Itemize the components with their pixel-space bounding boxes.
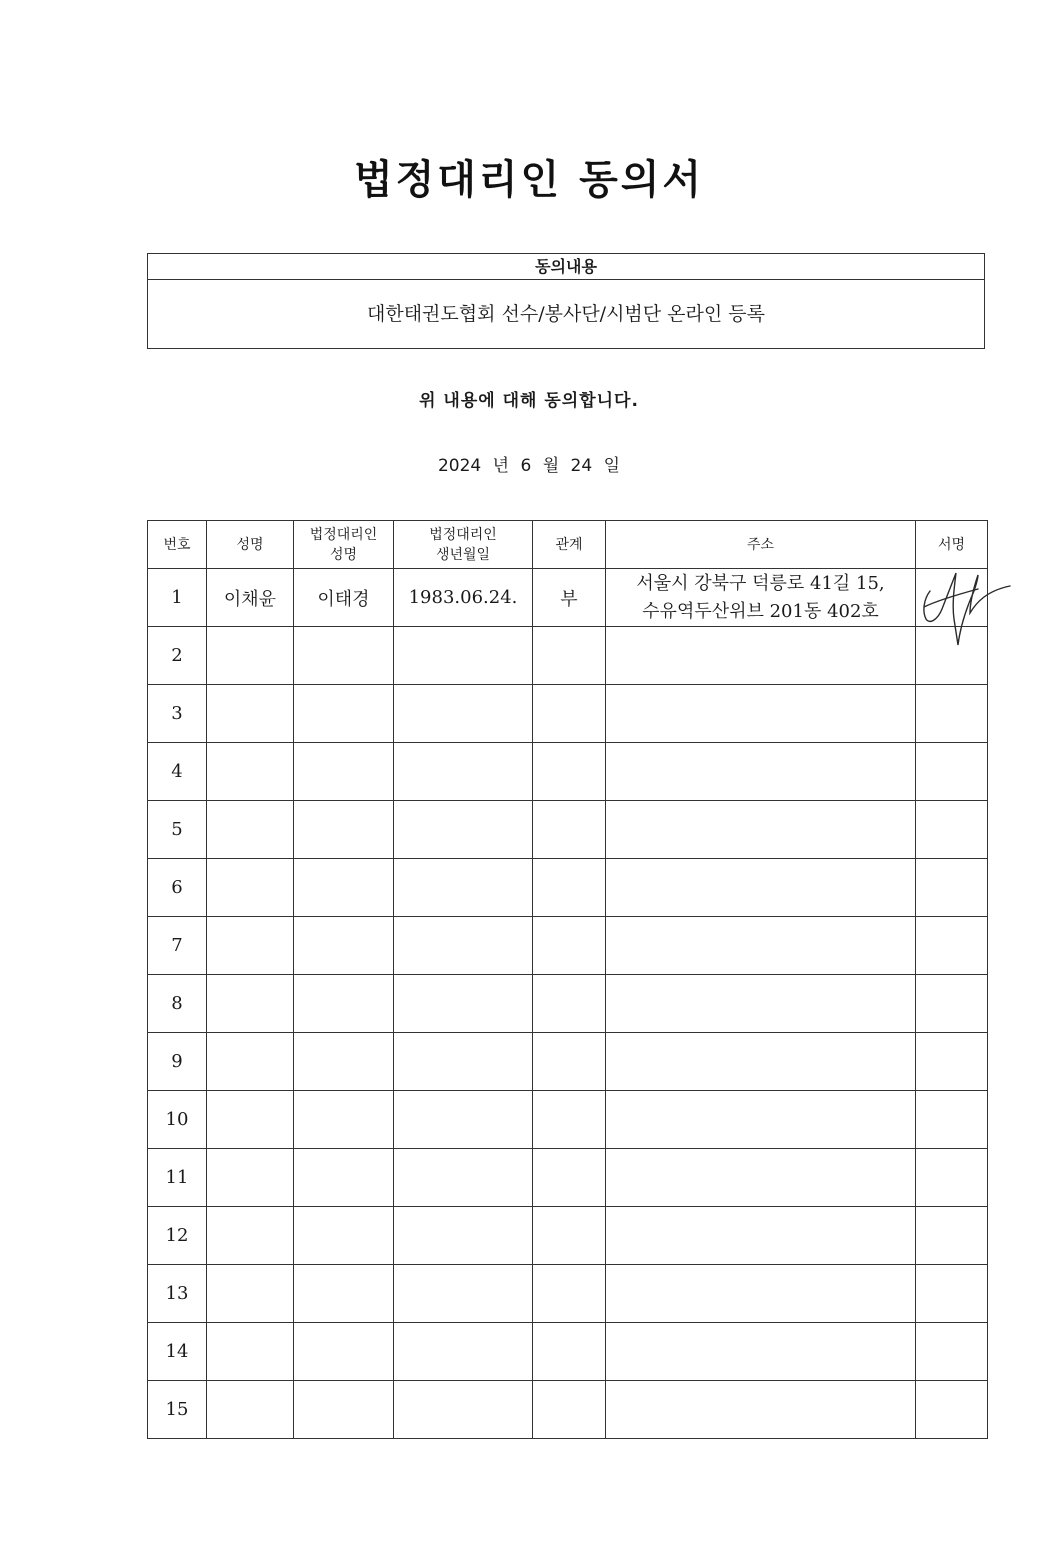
cell-signature: [916, 1091, 988, 1149]
consent-box: [147, 253, 985, 349]
page-title: 법정대리인 동의서: [353, 157, 705, 203]
cell-guardian-name: [294, 1323, 394, 1381]
cell-signature: [916, 801, 988, 859]
cell-no: 8: [148, 975, 207, 1033]
cell-address-line1: 서울시 강북구 덕릉로 41길 15,: [636, 572, 885, 594]
cell-relation: [533, 685, 606, 743]
guardian-table: [147, 520, 988, 1439]
cell-no: 4: [148, 743, 207, 801]
cell-name: [207, 743, 294, 801]
table-row: [148, 1149, 988, 1207]
cell-relation: [533, 917, 606, 975]
cell-relation: [533, 1033, 606, 1091]
cell-guardian-name: [294, 1033, 394, 1091]
cell-name: [207, 1091, 294, 1149]
header-guardian-birth-line1: 법정대리인: [429, 526, 497, 543]
cell-relation: [533, 1091, 606, 1149]
cell-guardian-name: [294, 685, 394, 743]
cell-name: [207, 1033, 294, 1091]
cell-guardian-birth: [394, 975, 533, 1033]
cell-name: [207, 627, 294, 685]
cell-signature: [916, 1207, 988, 1265]
cell-no: 5: [148, 801, 207, 859]
cell-guardian-birth: 1983.06.24.: [394, 569, 533, 627]
consent-body: 대한태권도협회 선수/봉사단/시범단 온라인 등록: [366, 303, 765, 325]
cell-no: 1: [148, 569, 207, 627]
consent-header: 동의내용: [148, 254, 984, 280]
cell-signature: [916, 859, 988, 917]
table-row: [148, 801, 988, 859]
cell-name: [207, 1265, 294, 1323]
cell-no: 15: [148, 1381, 207, 1439]
table-row: [148, 917, 988, 975]
cell-guardian-birth: [394, 1091, 533, 1149]
cell-guardian-name: [294, 1381, 394, 1439]
cell-guardian-name: [294, 1265, 394, 1323]
cell-name: [207, 1207, 294, 1265]
table-row: [148, 1207, 988, 1265]
date-month-unit: 월: [542, 456, 560, 476]
cell-name: [207, 917, 294, 975]
table-row: [148, 1091, 988, 1149]
cell-guardian-name: [294, 627, 394, 685]
cell-guardian-birth: [394, 1207, 533, 1265]
cell-guardian-name: [294, 975, 394, 1033]
cell-relation: [533, 743, 606, 801]
cell-address: [606, 1265, 916, 1323]
cell-name: [207, 975, 294, 1033]
cell-guardian-birth: [394, 685, 533, 743]
cell-relation: [533, 1207, 606, 1265]
cell-guardian-name: 이태경: [294, 569, 394, 627]
cell-guardian-name: [294, 1149, 394, 1207]
cell-name: [207, 1381, 294, 1439]
header-guardian-name: [294, 521, 394, 569]
cell-no: 7: [148, 917, 207, 975]
agreement-statement: 위 내용에 대해 동의합니다.: [419, 391, 639, 411]
date-day-unit: 일: [603, 456, 621, 476]
cell-name: [207, 1323, 294, 1381]
cell-guardian-birth: [394, 859, 533, 917]
cell-signature: [916, 685, 988, 743]
cell-guardian-birth: [394, 1033, 533, 1091]
cell-address-line2: 수유역두산위브 201동 402호: [642, 600, 879, 622]
cell-address: [606, 917, 916, 975]
cell-relation: [533, 801, 606, 859]
cell-no: 3: [148, 685, 207, 743]
cell-relation: [533, 627, 606, 685]
cell-guardian-birth: [394, 1149, 533, 1207]
header-guardian-birth-line2: 생년월일: [435, 546, 491, 563]
cell-signature: [916, 1033, 988, 1091]
cell-address: [606, 859, 916, 917]
cell-no: 12: [148, 1207, 207, 1265]
date-line: [0, 451, 1058, 476]
cell-no: 11: [148, 1149, 207, 1207]
date-month: 6: [520, 456, 532, 476]
table-row: [148, 859, 988, 917]
cell-name: [207, 1149, 294, 1207]
cell-signature: [916, 1149, 988, 1207]
header-name: 성명: [207, 521, 294, 569]
table-header-row: [148, 521, 988, 569]
cell-relation: [533, 1323, 606, 1381]
table-body: [148, 569, 988, 1439]
date-year-unit: 년: [492, 456, 510, 476]
table-row: [148, 685, 988, 743]
table-row: [148, 1323, 988, 1381]
signature-stroke: [924, 589, 978, 607]
table-row: [148, 1381, 988, 1439]
header-relation: 관계: [533, 521, 606, 569]
cell-signature: [916, 1323, 988, 1381]
cell-relation: [533, 1149, 606, 1207]
table-row: [148, 569, 988, 627]
cell-no: 6: [148, 859, 207, 917]
cell-name: [207, 859, 294, 917]
header-signature: 서명: [916, 521, 988, 569]
cell-address: [606, 1033, 916, 1091]
header-guardian-name-line1: 법정대리인: [309, 526, 378, 543]
cell-address: [606, 1149, 916, 1207]
cell-signature: [916, 1265, 988, 1323]
table-row: [148, 743, 988, 801]
cell-address: [606, 1381, 916, 1439]
cell-name: 이채윤: [207, 569, 294, 627]
cell-relation: 부: [533, 569, 606, 627]
table-row: [148, 1033, 988, 1091]
cell-guardian-birth: [394, 801, 533, 859]
cell-guardian-name: [294, 743, 394, 801]
cell-signature: [916, 975, 988, 1033]
cell-relation: [533, 1381, 606, 1439]
date-year: 2024: [437, 456, 482, 476]
cell-guardian-birth: [394, 1381, 533, 1439]
cell-name: [207, 801, 294, 859]
cell-guardian-birth: [394, 743, 533, 801]
cell-guardian-name: [294, 1091, 394, 1149]
cell-address: [606, 685, 916, 743]
cell-address: [606, 627, 916, 685]
cell-address: [606, 975, 916, 1033]
table-row: [148, 1265, 988, 1323]
cell-address: [606, 801, 916, 859]
cell-guardian-birth: [394, 627, 533, 685]
cell-address: [606, 1091, 916, 1149]
cell-guardian-birth: [394, 917, 533, 975]
cell-address: [606, 1323, 916, 1381]
cell-guardian-name: [294, 1207, 394, 1265]
cell-relation: [533, 1265, 606, 1323]
header-guardian-name-line2: 성명: [329, 546, 358, 563]
cell-guardian-birth: [394, 1323, 533, 1381]
cell-signature: [916, 569, 988, 627]
cell-address: [606, 1207, 916, 1265]
cell-guardian-birth: [394, 1265, 533, 1323]
cell-address: [606, 569, 916, 627]
cell-no: 9: [148, 1033, 207, 1091]
cell-no: 13: [148, 1265, 207, 1323]
header-address: 주소: [606, 521, 916, 569]
cell-address: [606, 743, 916, 801]
cell-no: 10: [148, 1091, 207, 1149]
cell-guardian-name: [294, 801, 394, 859]
table-row: [148, 627, 988, 685]
cell-signature: [916, 917, 988, 975]
table-row: [148, 975, 988, 1033]
date-day: 24: [570, 456, 593, 476]
cell-relation: [533, 859, 606, 917]
cell-signature: [916, 627, 988, 685]
cell-guardian-name: [294, 917, 394, 975]
header-guardian-birth: [394, 521, 533, 569]
cell-relation: [533, 975, 606, 1033]
cell-no: 14: [148, 1323, 207, 1381]
cell-guardian-name: [294, 859, 394, 917]
cell-signature: [916, 743, 988, 801]
cell-signature: [916, 1381, 988, 1439]
cell-name: [207, 685, 294, 743]
cell-no: 2: [148, 627, 207, 685]
header-no: 번호: [148, 521, 207, 569]
